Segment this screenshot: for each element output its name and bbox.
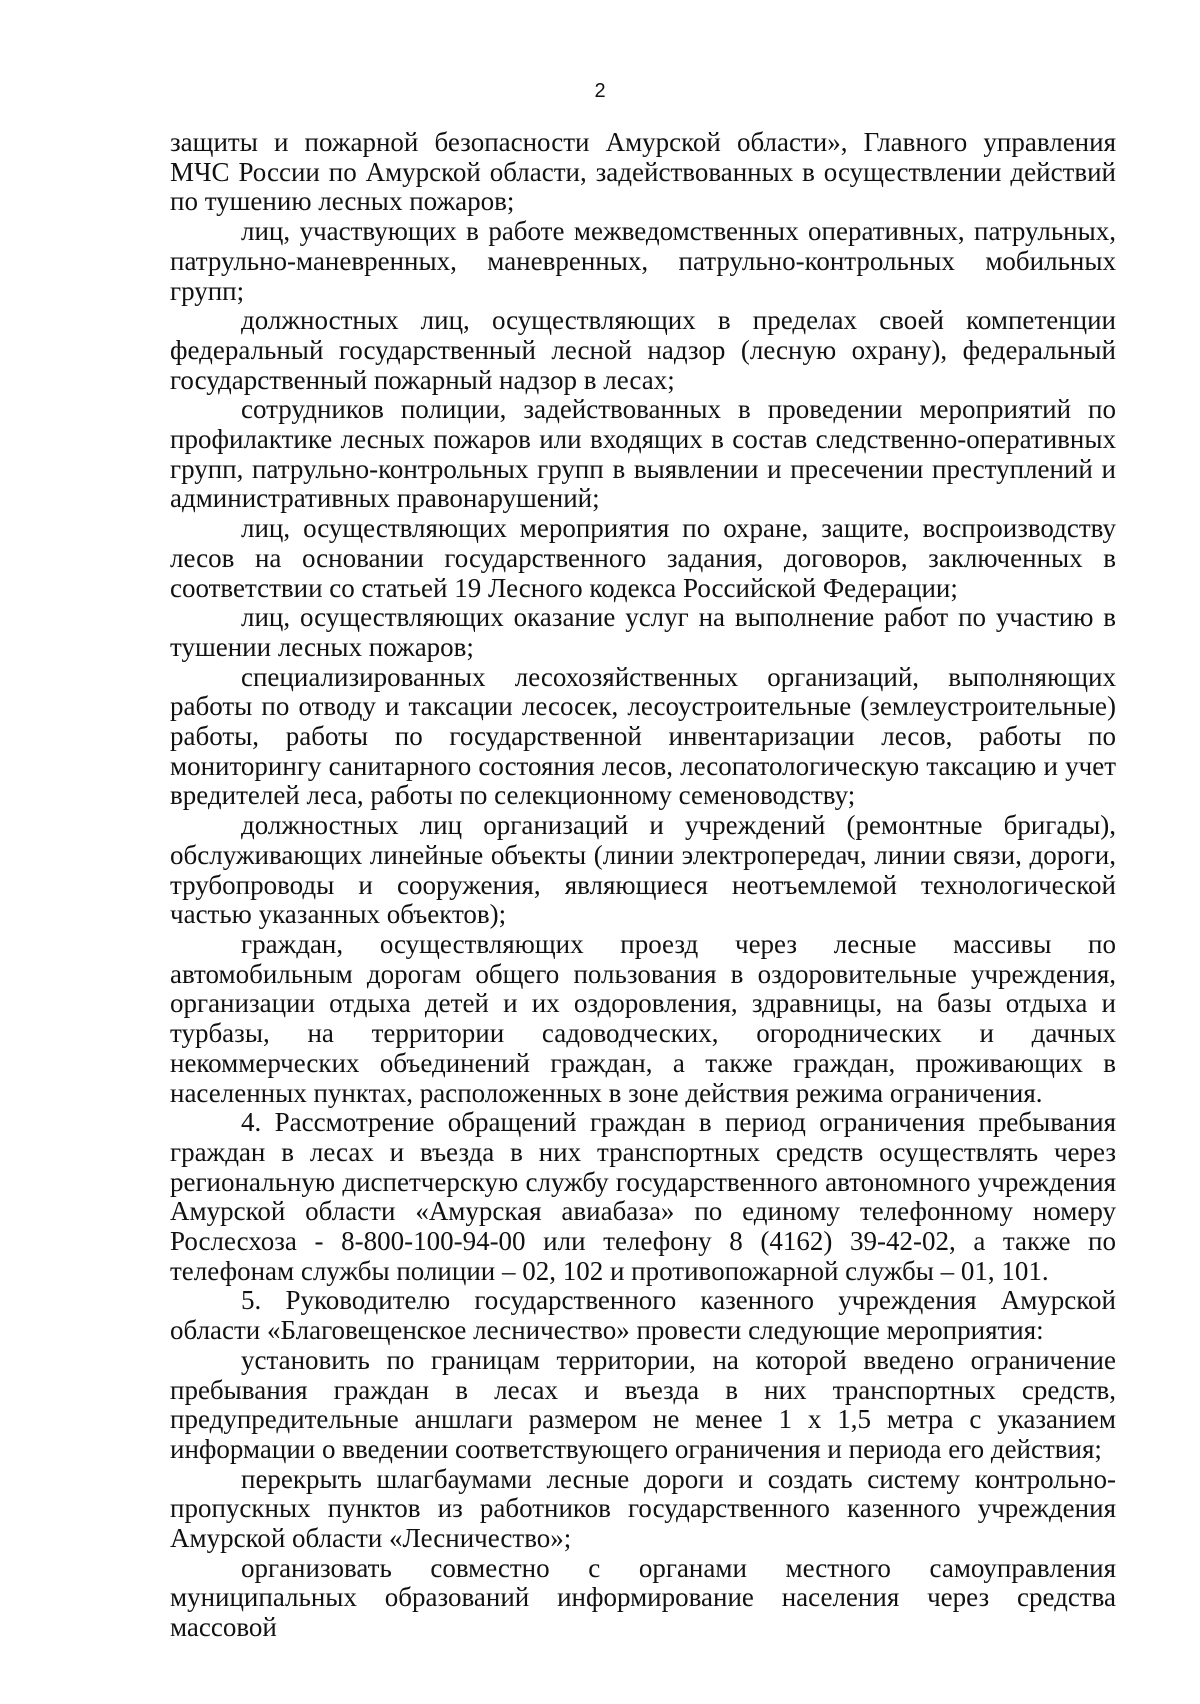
paragraph-police-officers: сотрудников полиции, задействованных в проведении мероприятий по профилактике лесных пожаров или входящих в состав следственно-оперативных групп, патрульно-контрольных групп в выявлении и пресечении преступлений и административных правонарушений; [170, 394, 1116, 514]
paragraph-continuation: защиты и пожарной безопасности Амурской области», Главного управления МЧС России по Амурской области, задействованных в осуществлении действий по тушению лесных пожаров; [170, 127, 1116, 217]
paragraph-barriers: перекрыть шлагбаумами лесные дороги и создать систему контрольно-пропускных пунктов из работников государственного казенного учреждения Амурской области «Лесничество»; [170, 1463, 1116, 1554]
paragraph-linear-objects: должностных лиц организаций и учреждений (ремонтные бригады), обслуживающих линейные объекты (линии электропередач, линии связи, дороги, трубопроводы и сооружения, являющиеся неотъемлемой технологической частью указанных объектов); [170, 810, 1116, 930]
paragraph-warning-signs: установить по границам территории, на которой введено ограничение пребывания граждан в лесах и въезда в них транспортных средств, предупредительные аншлаги размером не менее 1 х 1,5 метра с указанием информации о введении соответствующего ограничения и периода его действия; [170, 1344, 1116, 1464]
paragraph-public-information: организовать совместно с органами местного самоуправления муниципальных образований информирование населения через средства массовой [170, 1552, 1116, 1643]
paragraph-item-5: 5. Руководителю государственного казенного учреждения Амурской области «Благовещенское лесничество» провести следующие мероприятия: [170, 1285, 1116, 1346]
paragraph-citizens-passage: граждан, осуществляющих проезд через лесные массивы по автомобильным дорогам общего пользования в оздоровительные учреждения, организации отдыха детей и их оздоровления, здравницы, на базы отдыха и турбазы, на территории садоводческих, огороднических и дачных некоммерческих объединений граждан, а также граждан, проживающих в населенных пунктах, расположенных в зоне действия режима ограничения. [170, 928, 1116, 1108]
paragraph-interagency-groups: лиц, участвующих в работе межведомственных оперативных, патрульных, патрульно-маневренных, маневренных, патрульно-контрольных мобильных групп; [170, 216, 1116, 306]
page-number: 2 [594, 80, 606, 102]
paragraph-item-4: 4. Рассмотрение обращений граждан в период ограничения пребывания граждан в лесах и въезда в них транспортных средств осуществлять через региональную диспетчерскую службу государственного автономного учреждения Амурской области «Амурская авиабаза» по единому телефонному номеру Рослесхоза - 8-800-100-94-00 или телефону 8 (4162) 39-42-02, а также по телефонам службы полиции – 02, 102 и противопожарной службы – 01, 101. [170, 1107, 1116, 1286]
document-body [170, 128, 1116, 1643]
paragraph-forest-protection: лиц, осуществляющих мероприятия по охране, защите, воспроизводству лесов на основании государственного задания, договоров, заключенных в соответствии со статьей 19 Лесного кодекса Российской Федерации; [170, 513, 1116, 603]
paragraph-fire-fighting-services: лиц, осуществляющих оказание услуг на выполнение работ по участию в тушении лесных пожаров; [170, 602, 1116, 662]
paragraph-specialized-organizations: специализированных лесохозяйственных организаций, выполняющих работы по отводу и таксации лесосек, лесоустроительные (землеустроительные) работы, работы по государственной инвентаризации лесов, работы по мониторингу санитарного состояния лесов, лесопатологическую таксацию и учет вредителей леса, работы по селекционному семеноводству; [170, 661, 1116, 811]
paragraph-officials-supervision: должностных лиц, осуществляющих в пределах своей компетенции федеральный государственный лесной надзор (лесную охрану), федеральный государственный пожарный надзор в лесах; [170, 305, 1116, 395]
